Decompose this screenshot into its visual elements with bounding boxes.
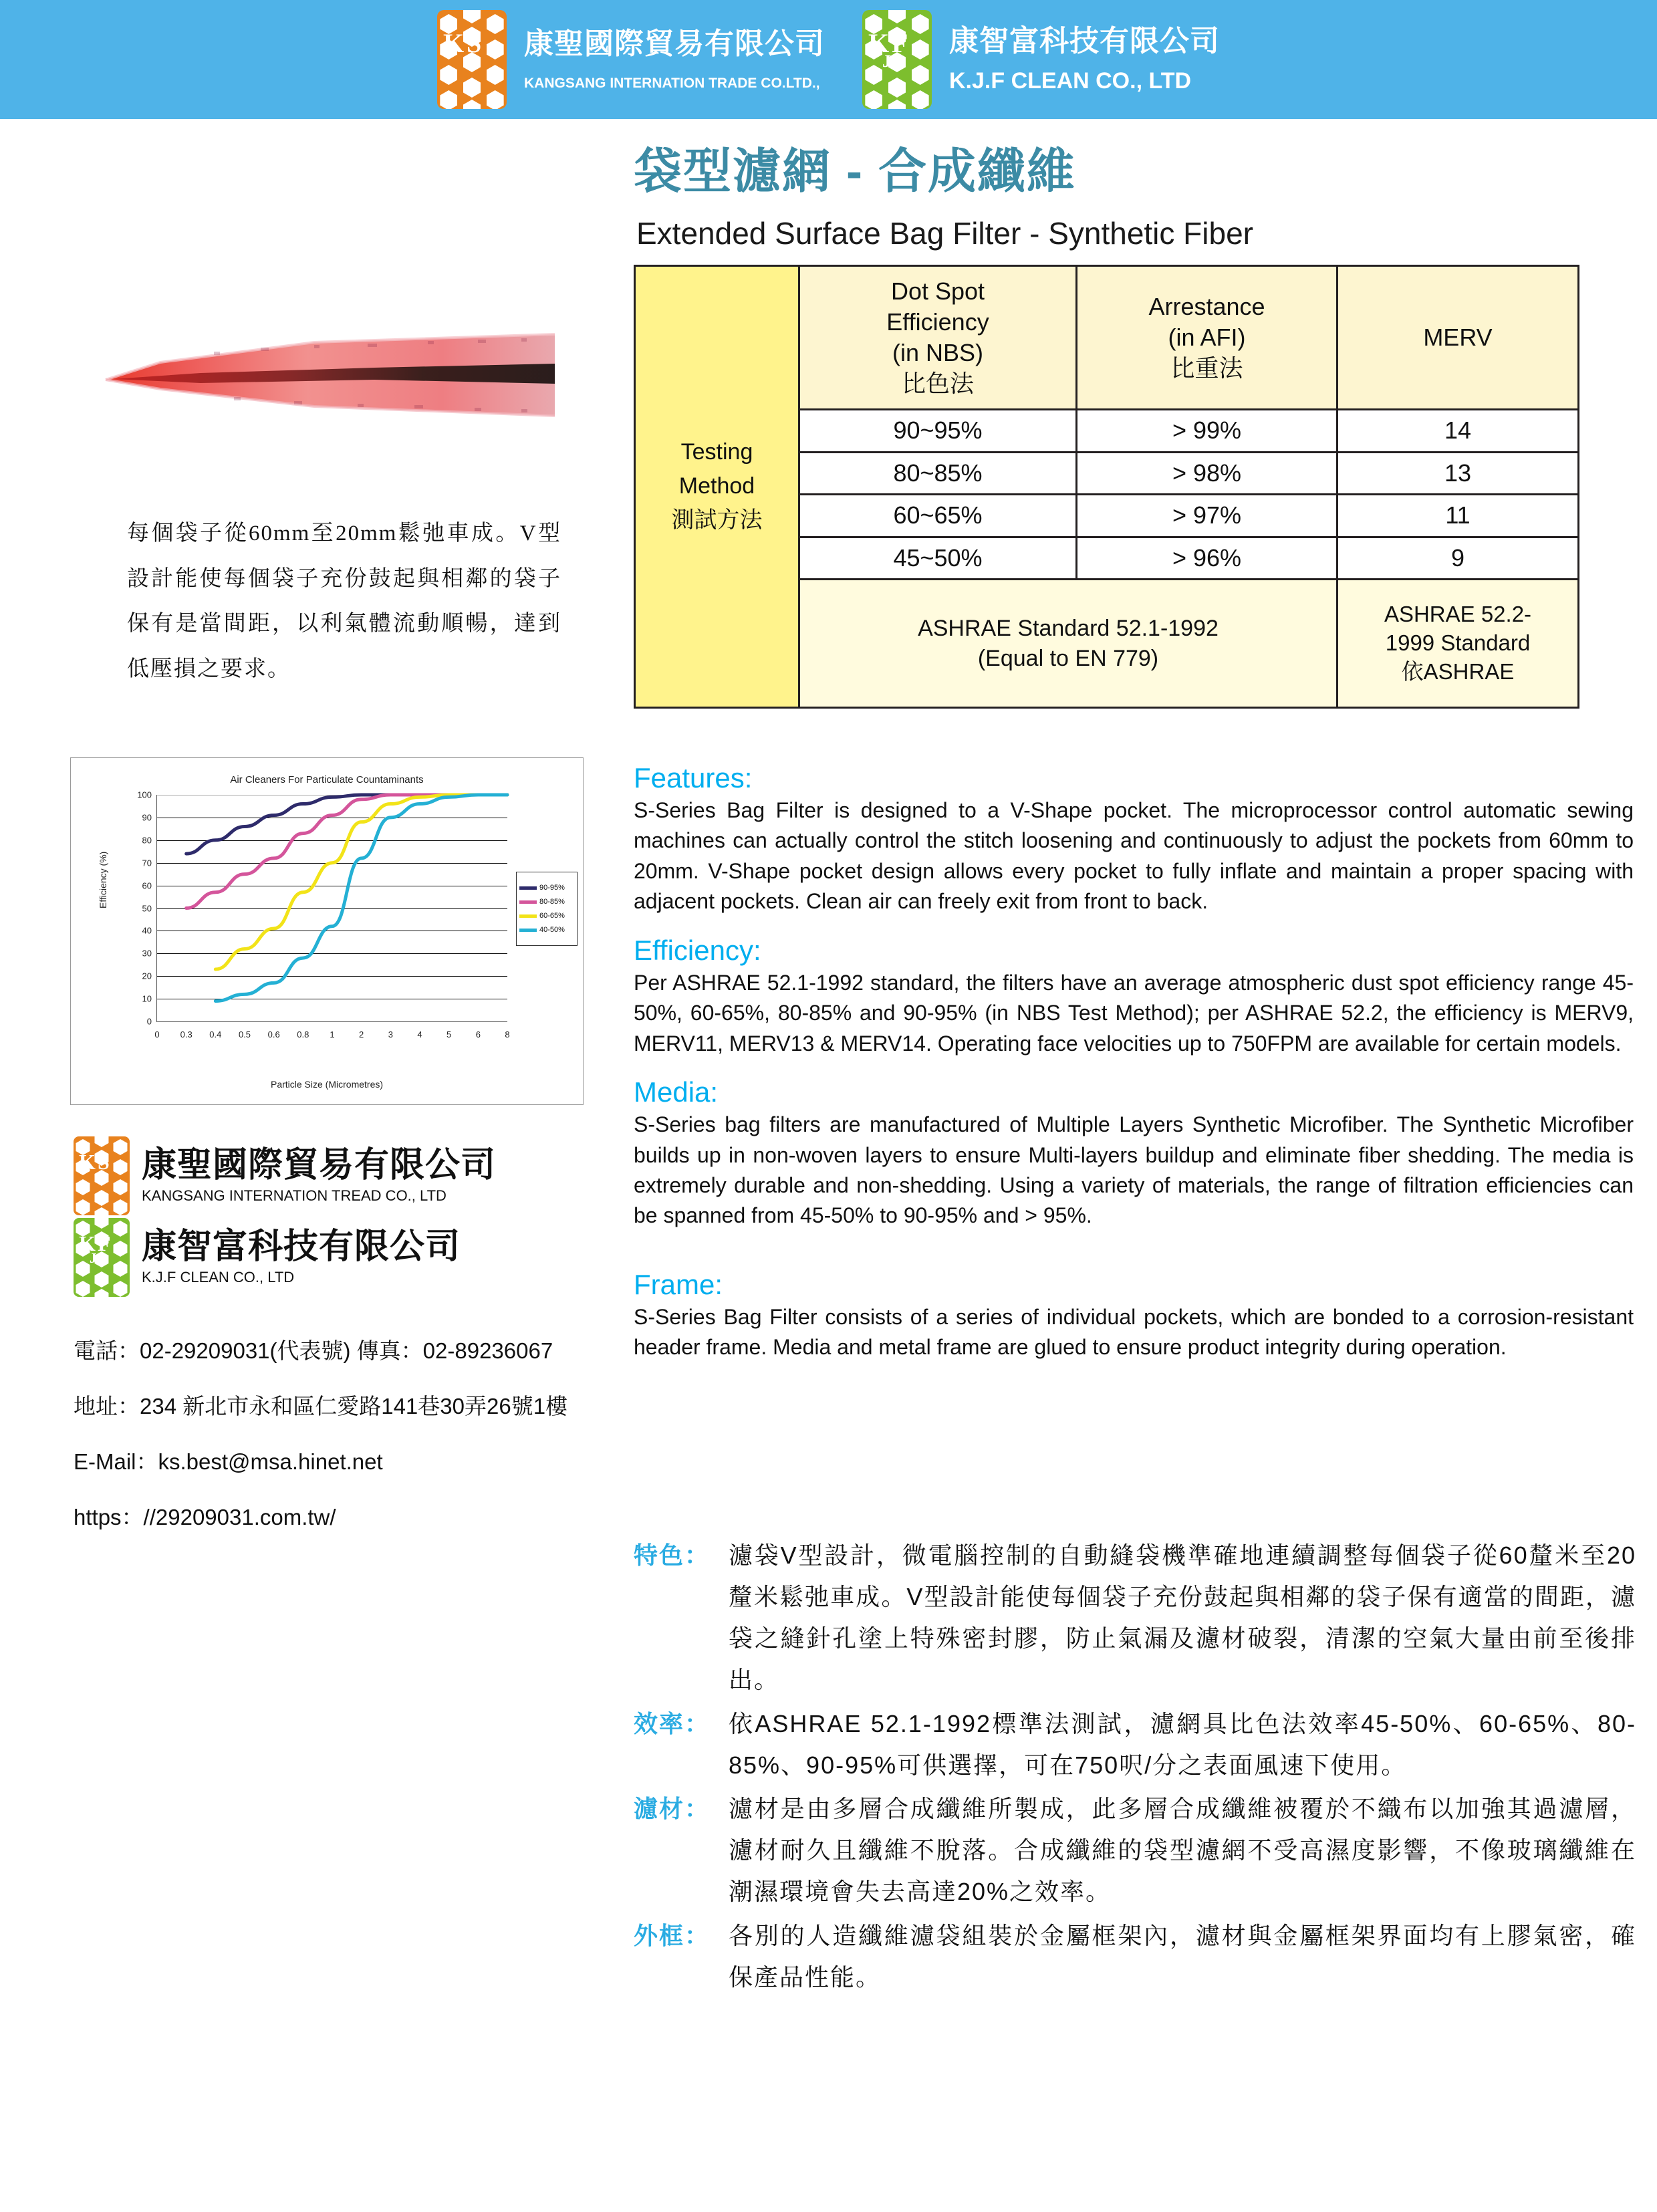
chart-x-tick-label: 0.6 [267,1029,280,1039]
cell-arrestance-3: > 96% [1077,537,1337,579]
footer-brand-block [74,1136,496,1300]
chart-y-tick-label: 80 [142,835,152,846]
ks-footer-logo-icon [74,1136,130,1215]
section-spacer [634,1059,1634,1076]
header-banner [0,0,1657,119]
header-merv [1337,266,1579,410]
chart-x-axis-title: Particle Size (Micrometres) [270,1079,384,1090]
cell-dot-spot-2: 60~65% [799,495,1077,537]
footer-ashrae-522-cell [1337,580,1579,708]
chart-series-layer [157,795,507,1021]
chart-y-tick-label: 70 [142,858,152,868]
chart-legend-label: 80-85% [539,898,565,906]
chart-y-axis-title: Efficiency (%) [98,851,108,908]
contact-block [74,1334,648,1556]
section-efficiency [634,935,1634,1059]
hdr-arr-l2: (in AFI) [1168,324,1246,352]
cell-merv-2: 11 [1337,495,1579,537]
footer-company-name-cn-kjf: 康智富科技有限公司 [142,1227,461,1266]
hdr-dot-l1: Dot Spot [890,277,985,305]
chart-x-tick-label: 3 [388,1029,393,1039]
footer-522-line3: 依ASHRAE [1401,658,1515,684]
cn-item-media [634,1788,1636,1913]
chart-legend-swatch [519,929,537,932]
chart-x-tick-label: 5 [447,1029,452,1039]
footer-ashrae-line1: ASHRAE Standard 52.1-1992 [918,616,1219,642]
chart-series-line [215,795,507,1001]
table-header-row [635,266,1579,410]
cn-label-media: 濾材： [634,1795,711,1823]
efficiency-chart [70,757,584,1105]
cell-dot-spot-0: 90~95% [799,410,1077,452]
section-body-features: S-Series Bag Filter is designed to a V-Shape pocket. The microprocessor control automatic sewing machines can actually control the stitch loosening and continuously to adjust the pockets from 60mm to 20mm. V-Shape pocket design allows every pocket to fully inflate and maintain a proper spacing with adjacent pockets. Clean air can freely exit from front to back. [634,798,1634,914]
cell-arrestance-0: > 99% [1077,410,1337,452]
chart-x-tick-label: 2 [359,1029,364,1039]
header-company-name-cn-ks: 康聖國際貿易有限公司 [524,27,825,60]
kjf-footer-letter-1: K [79,1231,96,1255]
section-heading-media: Media: [634,1076,719,1108]
header-arrestance [1077,266,1337,410]
cn-text-media: 濾材是由多層合成纖維所製成，此多層合成纖維被覆於不織布以加強其過濾層，濾材耐久且纖維不脫落。合成纖維的袋型濾網不受高濕度影響，不像玻璃纖維在潮濕環境會失去高達20%之效率。 [729,1795,1636,1906]
section-frame [634,1269,1634,1363]
cn-label-efficiency: 效率： [634,1709,711,1737]
header-brand-kangsang [437,10,825,109]
cell-merv-1: 13 [1337,452,1579,494]
cn-label-frame: 外框： [634,1922,711,1950]
chart-title: Air Cleaners For Particulate Countaminants [230,774,424,785]
header-company-name-en-ks: KANGSANG INTERNATION TRADE CO.LTD., [524,76,820,92]
chart-x-tick-label: 1 [330,1029,335,1039]
chart-y-tick-label: 90 [142,812,152,823]
kjf-logo-letter-2: F [892,28,908,58]
ks-footer-letter-2: S [98,1150,110,1174]
ks-logo-letter-1: K [443,28,465,58]
chart-x-tick-label: 0 [154,1029,160,1039]
header-company-name-en-kjf: K.J.F CLEAN CO., LTD [949,68,1192,94]
chart-legend-swatch [519,914,537,918]
footer-brand-kangsang [74,1136,496,1215]
footer-522-line1: ASHRAE 52.2- [1384,602,1532,627]
product-photo-bag-filter [94,314,555,441]
footer-ashrae-standard-cell [799,580,1337,708]
chart-legend-item [519,926,574,934]
chart-legend-item [519,898,574,906]
chart-x-tick-label: 0.3 [180,1029,193,1039]
kjf-footer-letter-2: F [98,1231,111,1255]
chart-y-tick-label: 60 [142,880,152,891]
hdr-dot-l3: (in NBS) [892,339,984,367]
contact-email[interactable]: E-Mail：ks.best@msa.hinet.net [74,1449,383,1474]
hdr-dot-l2: Efficiency [886,308,989,336]
testing-method-cn: 測試方法 [671,507,763,533]
hdr-merv-l1: MERV [1423,324,1493,352]
chart-y-tick-label: 100 [137,789,152,800]
section-features [634,762,1634,917]
english-sections [634,762,1634,1363]
testing-method-en-line1: Testing [680,439,753,465]
contact-website[interactable]: https：//29209031.com.tw/ [74,1505,336,1529]
footer-ashrae-line2: (Equal to EN 779) [977,645,1159,671]
chart-legend-swatch [519,886,537,890]
left-description-cn: 每個袋子從60mm至20mm鬆弛車成。V型設計能使每個袋子充份鼓起與相鄰的袋子保有是當間距，以利氣體流動順暢，達到低壓損之要求。 [127,521,561,681]
hdr-arr-l1: Arrestance [1148,293,1265,321]
kjf-logo-icon [862,10,932,109]
footer-company-name-en-kjf: K.J.F CLEAN CO., LTD [142,1269,295,1286]
chinese-spec-list [634,1535,1636,2001]
ks-logo-letter-2: S [467,28,482,58]
section-body-efficiency: Per ASHRAE 52.1-1992 standard, the filters have an average atmospheric dust spot efficiency range 45-50%, 60-65%, 80-85% and 90-95% (in NBS Test Method); per ASHRAE 52.2, the efficiency is MERV9, MERV11, MERV13 & MERV14. Operating face velocities up to 750FPM are available for certain models. [634,970,1634,1056]
chart-legend-label: 60-65% [539,912,565,920]
chart-y-tick-label: 20 [142,971,152,981]
chart-y-tick-label: 0 [146,1016,152,1027]
section-media [634,1076,1634,1231]
hdr-dot-l4: 比色法 [901,370,974,398]
chart-plot-area [137,789,510,1039]
cell-merv-3: 9 [1337,537,1579,579]
page-title-cn: 袋型濾網 - 合成纖維 [634,145,1076,199]
chart-legend-swatch [519,900,537,904]
cn-item-features [634,1535,1636,1701]
cell-arrestance-2: > 97% [1077,495,1337,537]
chart-x-tick-label: 4 [417,1029,422,1039]
ks-logo-icon [437,10,507,109]
specification-table [634,265,1579,709]
chart-legend-label: 90-95% [539,884,565,892]
contact-address: 地址：234 新北市永和區仁愛路141巷30弄26號1樓 [74,1394,568,1419]
cn-label-features: 特色： [634,1542,711,1569]
cell-dot-spot-3: 45~50% [799,537,1077,579]
cn-text-efficiency: 依ASHRAE 52.1-1992標準法測試，濾網具比色法效率45-50%、60-65%、80-85%、90-95%可供選擇，可在750呎/分之表面風速下使用。 [729,1709,1636,1779]
chart-y-tick-label: 50 [142,903,152,913]
cn-item-frame [634,1915,1636,1998]
kjf-logo-letter-1: K [868,28,890,58]
chart-y-tick-label: 40 [142,925,152,936]
page-title-en: Extended Surface Bag Filter - Synthetic Fiber [636,216,1253,251]
footer-company-name-en-ks: KANGSANG INTERNATION TREAD CO., LTD [142,1187,447,1205]
chart-x-tick-label: 0.4 [209,1029,222,1039]
footer-company-name-cn-ks: 康聖國際貿易有限公司 [142,1145,497,1185]
chart-x-tick-label: 0.5 [238,1029,251,1039]
cell-merv-0: 14 [1337,410,1579,452]
header-company-name-cn-kjf: 康智富科技有限公司 [949,25,1220,58]
chart-x-tick-label: 6 [475,1029,481,1039]
section-heading-features: Features: [634,762,753,793]
section-heading-frame: Frame: [634,1268,723,1300]
chart-legend-item [519,912,574,920]
header-brand-kjf [862,10,1220,109]
chart-y-tick-label: 30 [142,948,152,959]
contact-phone-fax: 電話：02-29209031(代表號) 傳真：02-89236067 [74,1338,553,1363]
section-heading-efficiency: Efficiency: [634,934,761,966]
cn-item-efficiency [634,1703,1636,1786]
chart-legend [516,872,578,946]
chart-legend-item [519,884,574,892]
testing-method-en-line2: Method [678,473,755,499]
hdr-arr-l3: 比重法 [1170,354,1243,382]
section-body-frame: S-Series Bag Filter consists of a series of individual pockets, which are bonded to a corrosion-resistant header frame. Media and metal frame are glued to ensure product integrity during operation. [634,1304,1634,1360]
cn-text-features: 濾袋V型設計，微電腦控制的自動縫袋機準確地連續調整每個袋子從60釐米至20釐米鬆弛車成。V型設計能使每個袋子充份鼓起與相鄰的袋子保有適當的間距，濾袋之縫針孔塗上特殊密封膠，防止氣漏及濾材破裂，清潔的空氣大量由前至後排出。 [729,1542,1636,1693]
kjf-logo-letter-3: J [882,51,891,71]
header-dot-spot-efficiency [799,266,1077,410]
chart-x-tick-label: 8 [505,1029,510,1039]
kjf-footer-logo-icon [74,1218,130,1297]
chart-y-tick-label: 10 [142,993,152,1004]
footer-522-line2: 1999 Standard [1385,630,1531,656]
chart-legend-label: 40-50% [539,926,565,934]
section-spacer [634,917,1634,935]
section-spacer [634,1231,1634,1269]
testing-method-label-cell [635,266,799,708]
cn-text-frame: 各別的人造纖維濾袋組裝於金屬框架內，濾材與金屬框架界面均有上膠氣密，確保產品性能。 [729,1922,1636,1991]
footer-brand-kjf [74,1218,496,1297]
section-body-media: S-Series bag filters are manufactured of Multiple Layers Synthetic Microfiber. The Synthetic Microfiber builds up in non-woven layers to ensure Multi-layers buildup and eliminate fiber shedding. The media is extremely durable and non-shedding. Using a variety of materials, the range of filtration efficiencies can be spanned from 45-50% to 90-95% and > 95%. [634,1112,1634,1228]
chart-x-tick-label: 0.8 [297,1029,309,1039]
ks-footer-letter-1: K [79,1150,96,1174]
cell-arrestance-1: > 98% [1077,452,1337,494]
kjf-footer-letter-3: J [90,1250,97,1266]
cell-dot-spot-1: 80~85% [799,452,1077,494]
